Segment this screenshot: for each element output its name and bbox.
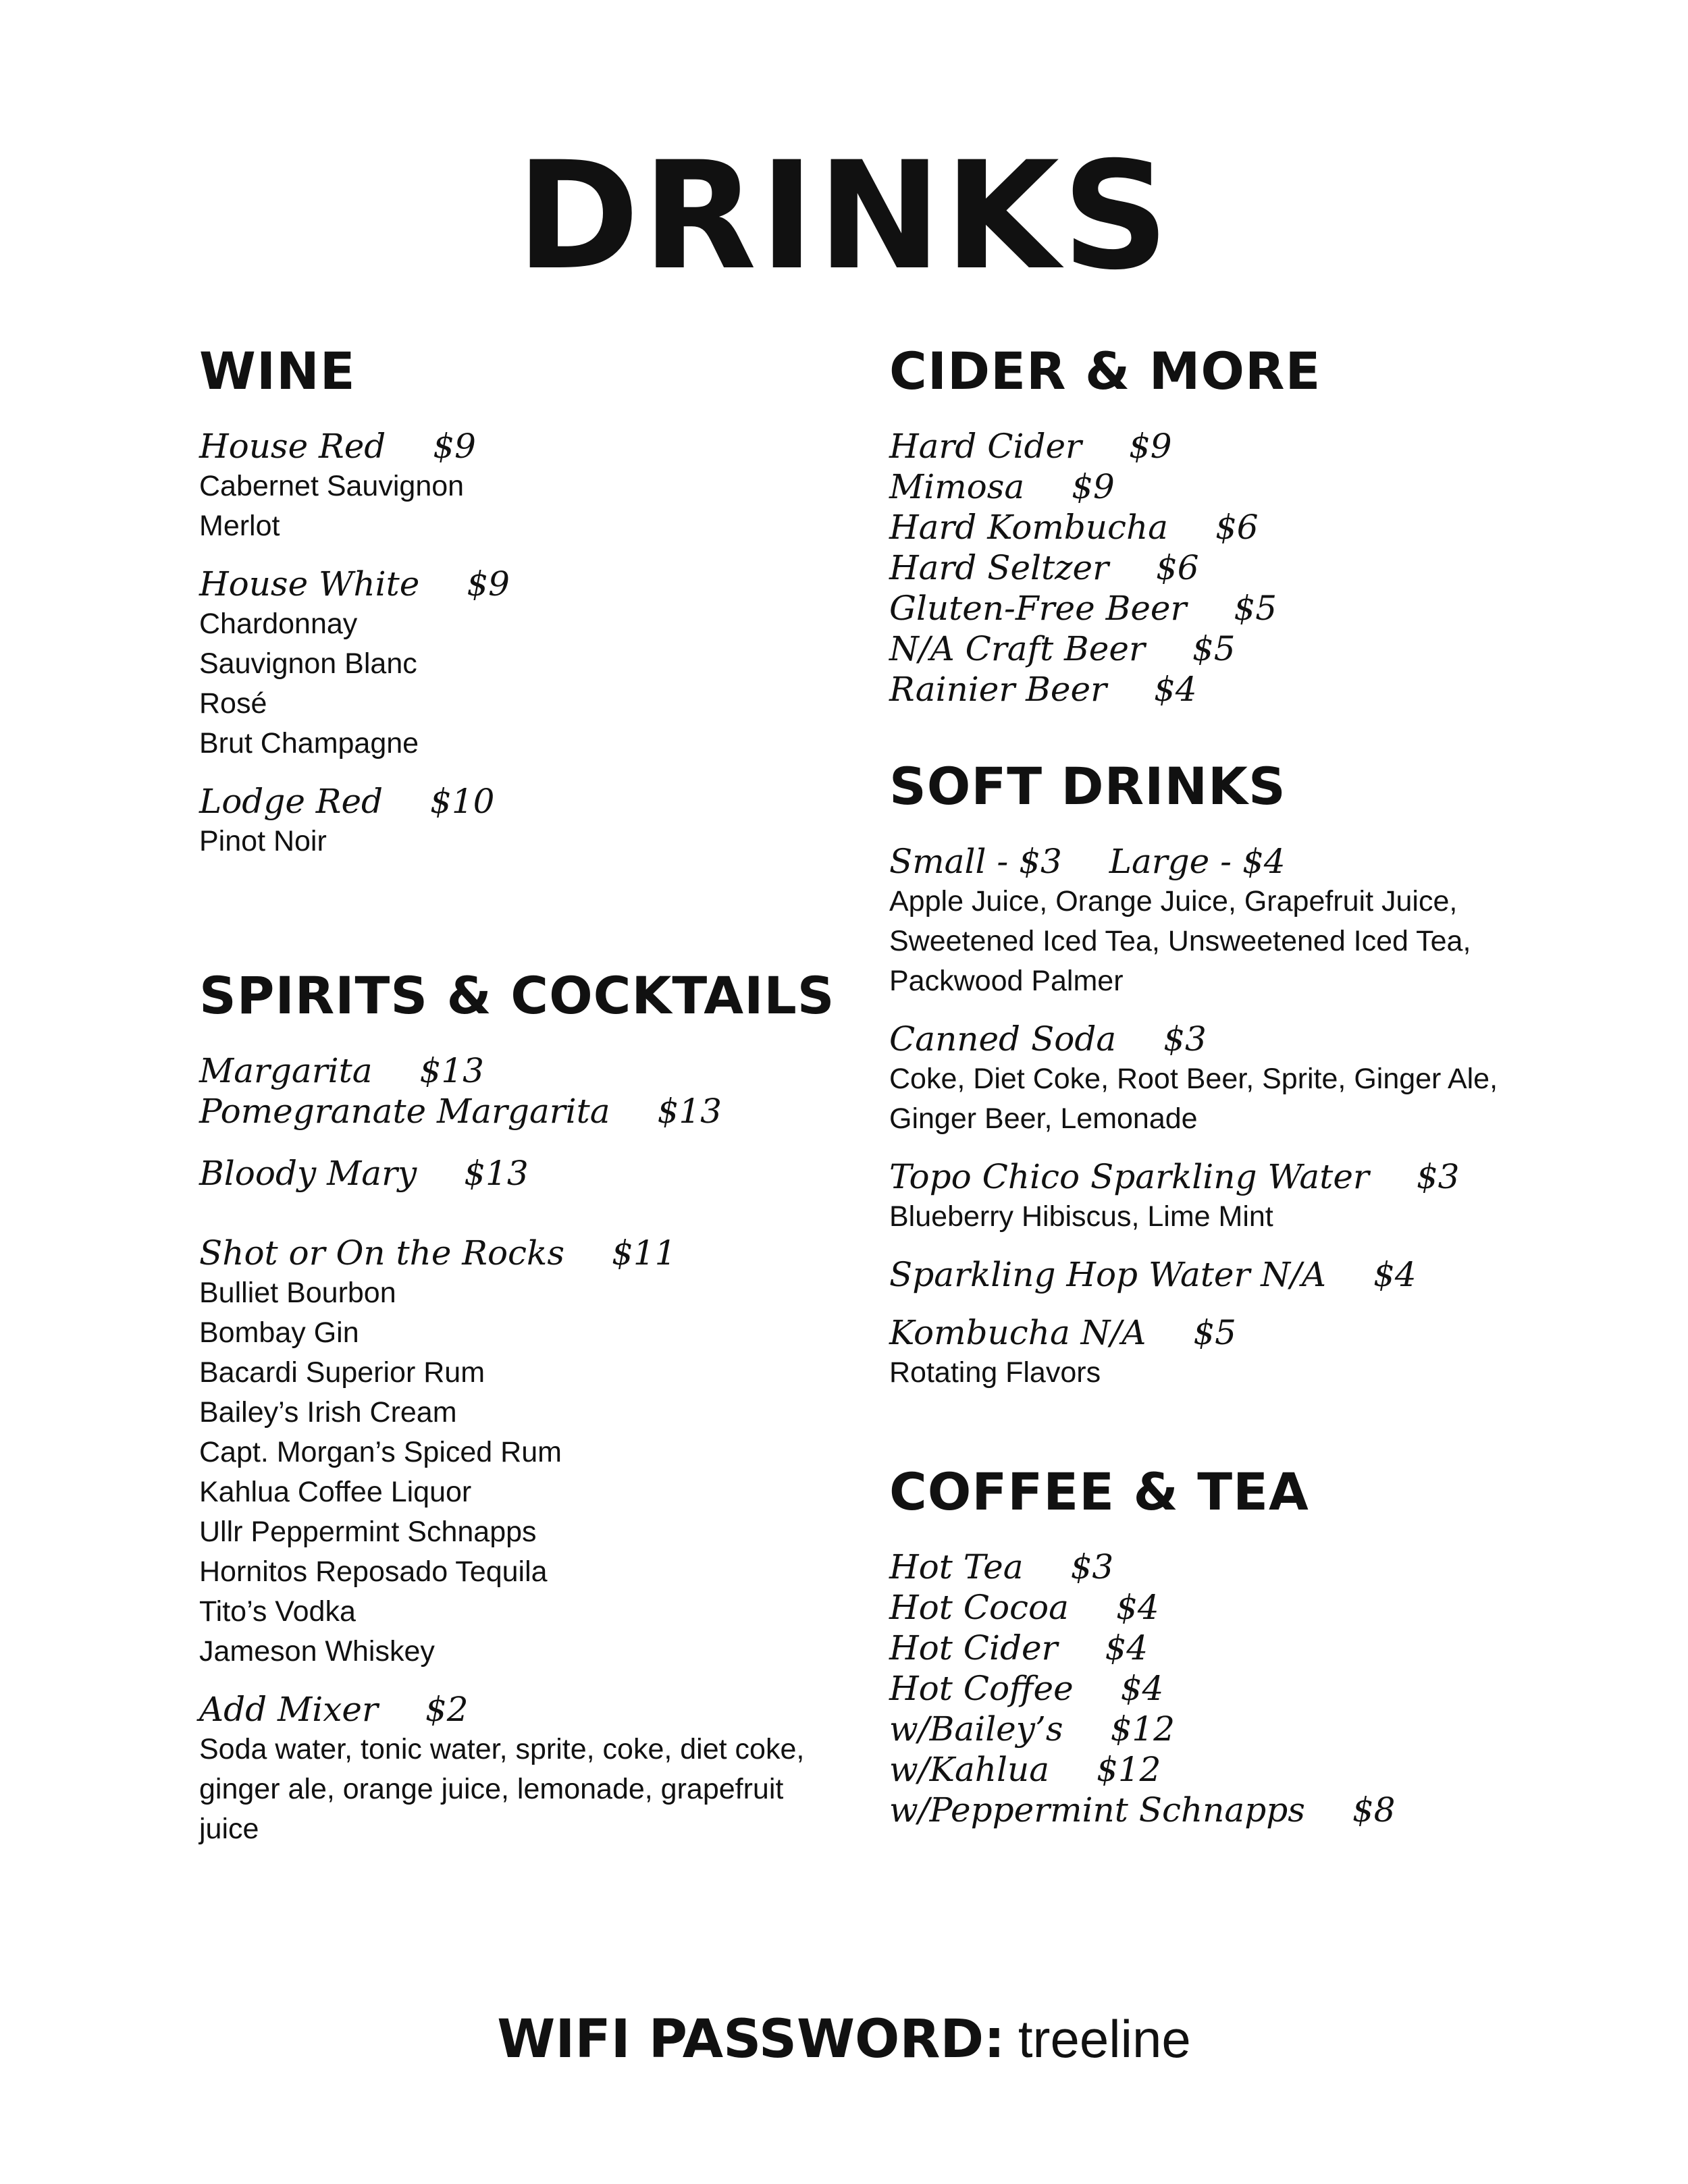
item-name: Small - $3 — [889, 842, 1062, 881]
item-price: $12 — [1110, 1709, 1176, 1749]
section-heading-coffee-tea: COFFEE & TEA — [889, 1462, 1309, 1522]
item-description: Soda water, tonic water, sprite, coke, diet coke, ginger ale, orange juice, lemonade, grapefruit juice — [199, 1733, 805, 1845]
item-name: Hard Kombucha — [889, 508, 1168, 547]
section-heading-cider: CIDER & MORE — [889, 341, 1321, 401]
spirit-option: Bulliet Bourbon — [199, 1277, 396, 1309]
menu-item-hop-water — [889, 1254, 1564, 1295]
menu-item — [889, 1749, 1564, 1790]
spirit-option: Bombay Gin — [199, 1316, 359, 1349]
item-name: Hot Cocoa — [889, 1588, 1069, 1627]
coffee-tea-section — [889, 1462, 1564, 1830]
item-name: Lodge Red — [199, 782, 384, 821]
item-price: $13 — [464, 1154, 529, 1193]
item-name: Kombucha N/A — [889, 1313, 1146, 1352]
menu-item-house-red — [199, 426, 874, 546]
item-name: Bloody Mary — [199, 1154, 417, 1193]
item-variety: Pinot Noir — [199, 825, 327, 857]
menu-item — [889, 1628, 1564, 1668]
item-name: N/A Craft Beer — [889, 629, 1145, 668]
item-name: Hot Tea — [889, 1547, 1024, 1587]
spirit-option: Jameson Whiskey — [199, 1635, 435, 1668]
item-variety: Merlot — [199, 510, 280, 542]
item-price: $9 — [1128, 427, 1172, 466]
wifi-label: WIFI PASSWORD: — [497, 2009, 1005, 2070]
item-price: $8 — [1352, 1790, 1396, 1830]
menu-item — [889, 467, 1564, 507]
soft-drinks-section — [889, 756, 1564, 1393]
wifi-value: treeline — [1018, 2009, 1191, 2069]
item-name: Hot Cider — [889, 1628, 1058, 1668]
item-name: w/Bailey’s — [889, 1709, 1063, 1749]
section-heading-spirits: SPIRITS & COCKTAILS — [199, 965, 835, 1026]
spirits-section — [199, 965, 874, 1849]
spirit-option: Tito’s Vodka — [199, 1595, 356, 1628]
menu-item — [889, 669, 1564, 710]
item-price: $3 — [1163, 1019, 1207, 1059]
item-name: Mimosa — [889, 467, 1025, 506]
item-name: House White — [199, 564, 420, 604]
spirit-option: Ullr Peppermint Schnapps — [199, 1516, 537, 1548]
item-name: Hard Cider — [889, 427, 1082, 466]
menu-item-fountain-sizes — [889, 841, 1564, 1001]
item-price: $4 — [1120, 1669, 1164, 1708]
item-name: w/Kahlua — [889, 1750, 1050, 1789]
item-price: $4 — [1105, 1628, 1149, 1668]
item-description: Coke, Diet Coke, Root Beer, Sprite, Ginger Ale, Ginger Beer, Lemonade — [889, 1063, 1498, 1135]
item-price: Large - $4 — [1109, 842, 1286, 881]
menu-item-bloody-mary — [199, 1153, 874, 1194]
item-price: $5 — [1234, 589, 1277, 628]
cider-section — [889, 341, 1564, 710]
item-description: Apple Juice, Orange Juice, Grapefruit Juice, Sweetened Iced Tea, Unsweetened Iced Tea, Packwood Palmer — [889, 885, 1471, 997]
item-price: $4 — [1154, 670, 1197, 709]
item-variety: Cabernet Sauvignon — [199, 470, 465, 502]
page-title: DRINKS — [516, 130, 1172, 302]
menu-item — [889, 507, 1564, 548]
item-price: $13 — [419, 1051, 484, 1090]
item-name: Hot Coffee — [889, 1669, 1074, 1708]
item-price: $9 — [433, 427, 476, 466]
menu-item — [889, 629, 1564, 669]
item-price: $5 — [1193, 1313, 1236, 1352]
spirit-option: Capt. Morgan’s Spiced Rum — [199, 1436, 562, 1468]
menu-item-add-mixer — [199, 1689, 874, 1849]
item-price: $11 — [612, 1233, 677, 1273]
item-variety: Sauvignon Blanc — [199, 647, 417, 680]
item-price: $6 — [1215, 508, 1259, 547]
item-price: $2 — [425, 1690, 469, 1729]
wifi-password — [0, 2008, 1688, 2070]
item-name: Gluten-Free Beer — [889, 589, 1187, 628]
spirit-option: Hornitos Reposado Tequila — [199, 1555, 548, 1588]
item-description: Rotating Flavors — [889, 1356, 1101, 1389]
wine-section — [199, 341, 874, 861]
menu-item-canned-soda — [889, 1019, 1564, 1139]
item-name: Add Mixer — [199, 1690, 378, 1729]
menu-item-kombucha — [889, 1312, 1564, 1393]
menu-item — [889, 1587, 1564, 1628]
item-variety: Rosé — [199, 687, 267, 720]
menu-item — [889, 1790, 1564, 1830]
item-name: Hard Seltzer — [889, 548, 1109, 587]
item-price: $9 — [467, 564, 510, 604]
menu-item-pomegranate-margarita — [199, 1091, 874, 1131]
item-description: Blueberry Hibiscus, Lime Mint — [889, 1200, 1273, 1233]
item-price: $4 — [1373, 1255, 1417, 1294]
item-name: w/Peppermint Schnapps — [889, 1790, 1305, 1830]
menu-item-margarita — [199, 1050, 874, 1091]
menu-item — [889, 1547, 1564, 1587]
item-name: Canned Soda — [889, 1019, 1117, 1059]
item-price: $10 — [430, 782, 495, 821]
menu-item-shot-or-rocks — [199, 1233, 874, 1672]
menu-item — [889, 548, 1564, 588]
item-price: $5 — [1192, 629, 1236, 668]
item-name: Margarita — [199, 1051, 373, 1090]
item-name: Shot or On the Rocks — [199, 1233, 565, 1273]
item-name: House Red — [199, 427, 386, 466]
item-price: $13 — [657, 1092, 722, 1131]
item-variety: Brut Champagne — [199, 727, 419, 760]
spirit-option: Bacardi Superior Rum — [199, 1356, 485, 1389]
menu-item — [889, 426, 1564, 467]
section-heading-soft-drinks: SOFT DRINKS — [889, 756, 1286, 816]
section-heading-wine: WINE — [199, 341, 356, 401]
spirit-option: Bailey’s Irish Cream — [199, 1396, 457, 1429]
menu-item-house-white — [199, 564, 874, 764]
item-name: Pomegranate Margarita — [199, 1092, 610, 1131]
item-price: $12 — [1097, 1750, 1161, 1789]
item-name: Topo Chico Sparkling Water — [889, 1157, 1369, 1196]
item-price: $9 — [1072, 467, 1115, 506]
item-price: $4 — [1115, 1588, 1159, 1627]
menu-item — [889, 588, 1564, 629]
item-price: $3 — [1416, 1157, 1460, 1196]
item-price: $3 — [1070, 1547, 1114, 1587]
item-name: Sparkling Hop Water N/A — [889, 1255, 1326, 1294]
menu-item-lodge-red — [199, 781, 874, 861]
spirit-option: Kahlua Coffee Liquor — [199, 1476, 472, 1508]
item-name: Rainier Beer — [889, 670, 1107, 709]
item-variety: Chardonnay — [199, 608, 358, 640]
menu-item — [889, 1668, 1564, 1709]
item-price: $6 — [1155, 548, 1199, 587]
menu-item-topo-chico — [889, 1156, 1564, 1237]
menu-item — [889, 1709, 1564, 1749]
